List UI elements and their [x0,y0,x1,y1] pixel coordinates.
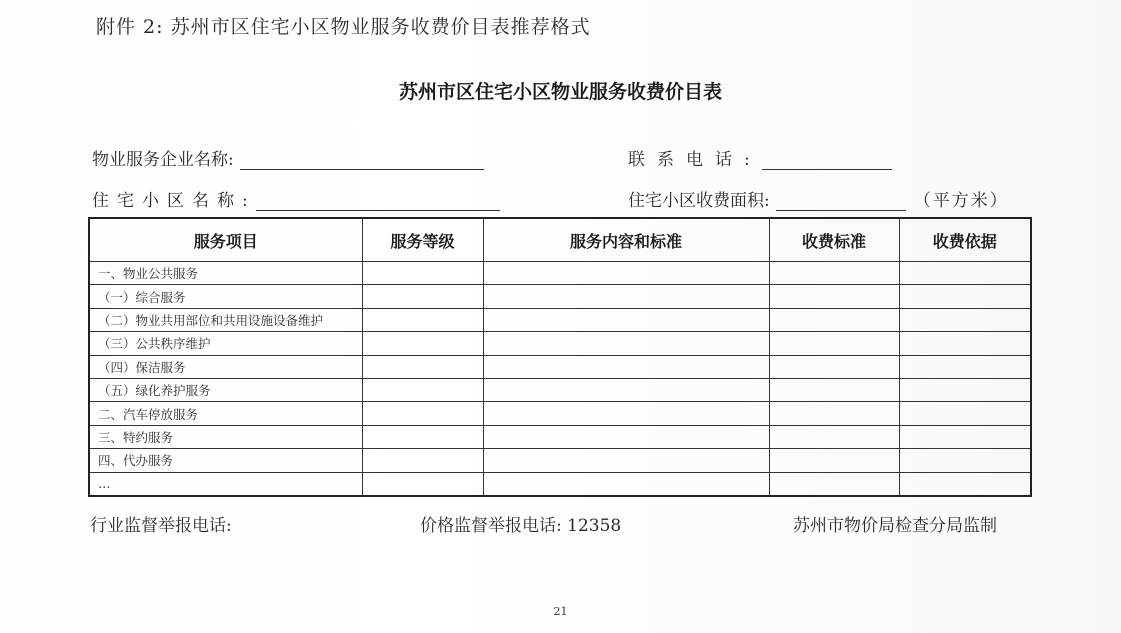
table-row [89,472,1031,496]
area-blank [776,192,906,211]
row-cell [769,449,899,472]
header-service-item: 服务项目 [89,218,362,262]
row-service-item: … [89,472,362,496]
area-field [628,186,1009,211]
row-cell [769,355,899,378]
page-number: 21 [553,605,568,618]
row-cell [362,355,483,378]
row-cell [362,262,483,285]
industry-hotline: 行业监督举报电话: [90,516,232,536]
row-cell [362,308,483,331]
row-cell [362,449,483,472]
row-cell [899,449,1031,472]
row-cell [769,332,899,355]
company-name-label: 物业服务企业名称: [92,150,234,170]
community-name-blank [256,192,500,211]
row-cell [769,285,899,308]
table-row [89,425,1031,448]
row-cell [899,285,1031,308]
page-title: 苏州市区住宅小区物业服务收费价目表 [398,81,722,103]
table-row [89,449,1031,472]
row-cell [483,378,769,401]
row-cell [483,262,769,285]
row-cell [899,378,1031,401]
row-cell [899,402,1031,425]
row-service-item: （二）物业共用部位和共用设施设备维护 [89,308,362,331]
table-row [89,285,1031,308]
row-cell [483,308,769,331]
row-cell [362,332,483,355]
header-fee-basis: 收费依据 [899,218,1031,262]
row-cell [483,402,769,425]
row-cell [483,472,769,496]
row-cell [769,378,899,401]
row-cell [769,308,899,331]
row-cell [483,425,769,448]
row-service-item: （五）绿化养护服务 [89,378,362,401]
header-fee-standard: 收费标准 [769,218,899,262]
header-service-content: 服务内容和标准 [483,218,769,262]
row-cell [483,355,769,378]
row-cell [899,425,1031,448]
row-cell [362,378,483,401]
phone-label: 联系电话: [628,150,762,170]
row-cell [483,285,769,308]
company-name-field [92,145,484,170]
row-cell [769,262,899,285]
row-cell [899,308,1031,331]
row-service-item: （三）公共秩序维护 [89,332,362,355]
area-label: 住宅小区收费面积: [628,191,770,211]
company-name-blank [240,151,484,170]
phone-field [628,145,892,170]
table-row [89,332,1031,355]
table-row [89,378,1031,401]
row-cell [362,402,483,425]
community-name-field [92,186,500,211]
price-hotline: 价格监督举报电话: 12358 [420,516,622,536]
fee-table [88,217,1032,497]
row-cell [362,472,483,496]
row-cell [483,332,769,355]
row-cell [769,472,899,496]
table-row [89,262,1031,285]
supervisor-note: 苏州市物价局检查分局监制 [793,516,997,536]
row-cell [769,402,899,425]
row-cell [362,285,483,308]
table-row [89,355,1031,378]
row-service-item: 四、代办服务 [89,449,362,472]
row-service-item: （四）保洁服务 [89,355,362,378]
row-cell [899,355,1031,378]
table-header-row [89,218,1031,262]
attachment-heading: 附件 2: 苏州市区住宅小区物业服务收费价目表推荐格式 [96,16,591,38]
table-row [89,402,1031,425]
row-cell [899,472,1031,496]
phone-blank [762,151,892,170]
row-cell [899,332,1031,355]
row-cell [362,425,483,448]
row-cell [769,425,899,448]
row-service-item: 一、物业公共服务 [89,262,362,285]
row-service-item: 二、汽车停放服务 [89,402,362,425]
community-name-label: 住宅小区名称: [92,191,256,211]
row-service-item: （一）综合服务 [89,285,362,308]
row-cell [899,262,1031,285]
area-unit: （平方米） [913,191,1009,211]
header-service-level: 服务等级 [362,218,483,262]
row-service-item: 三、特约服务 [89,425,362,448]
row-cell [483,449,769,472]
table-row [89,308,1031,331]
